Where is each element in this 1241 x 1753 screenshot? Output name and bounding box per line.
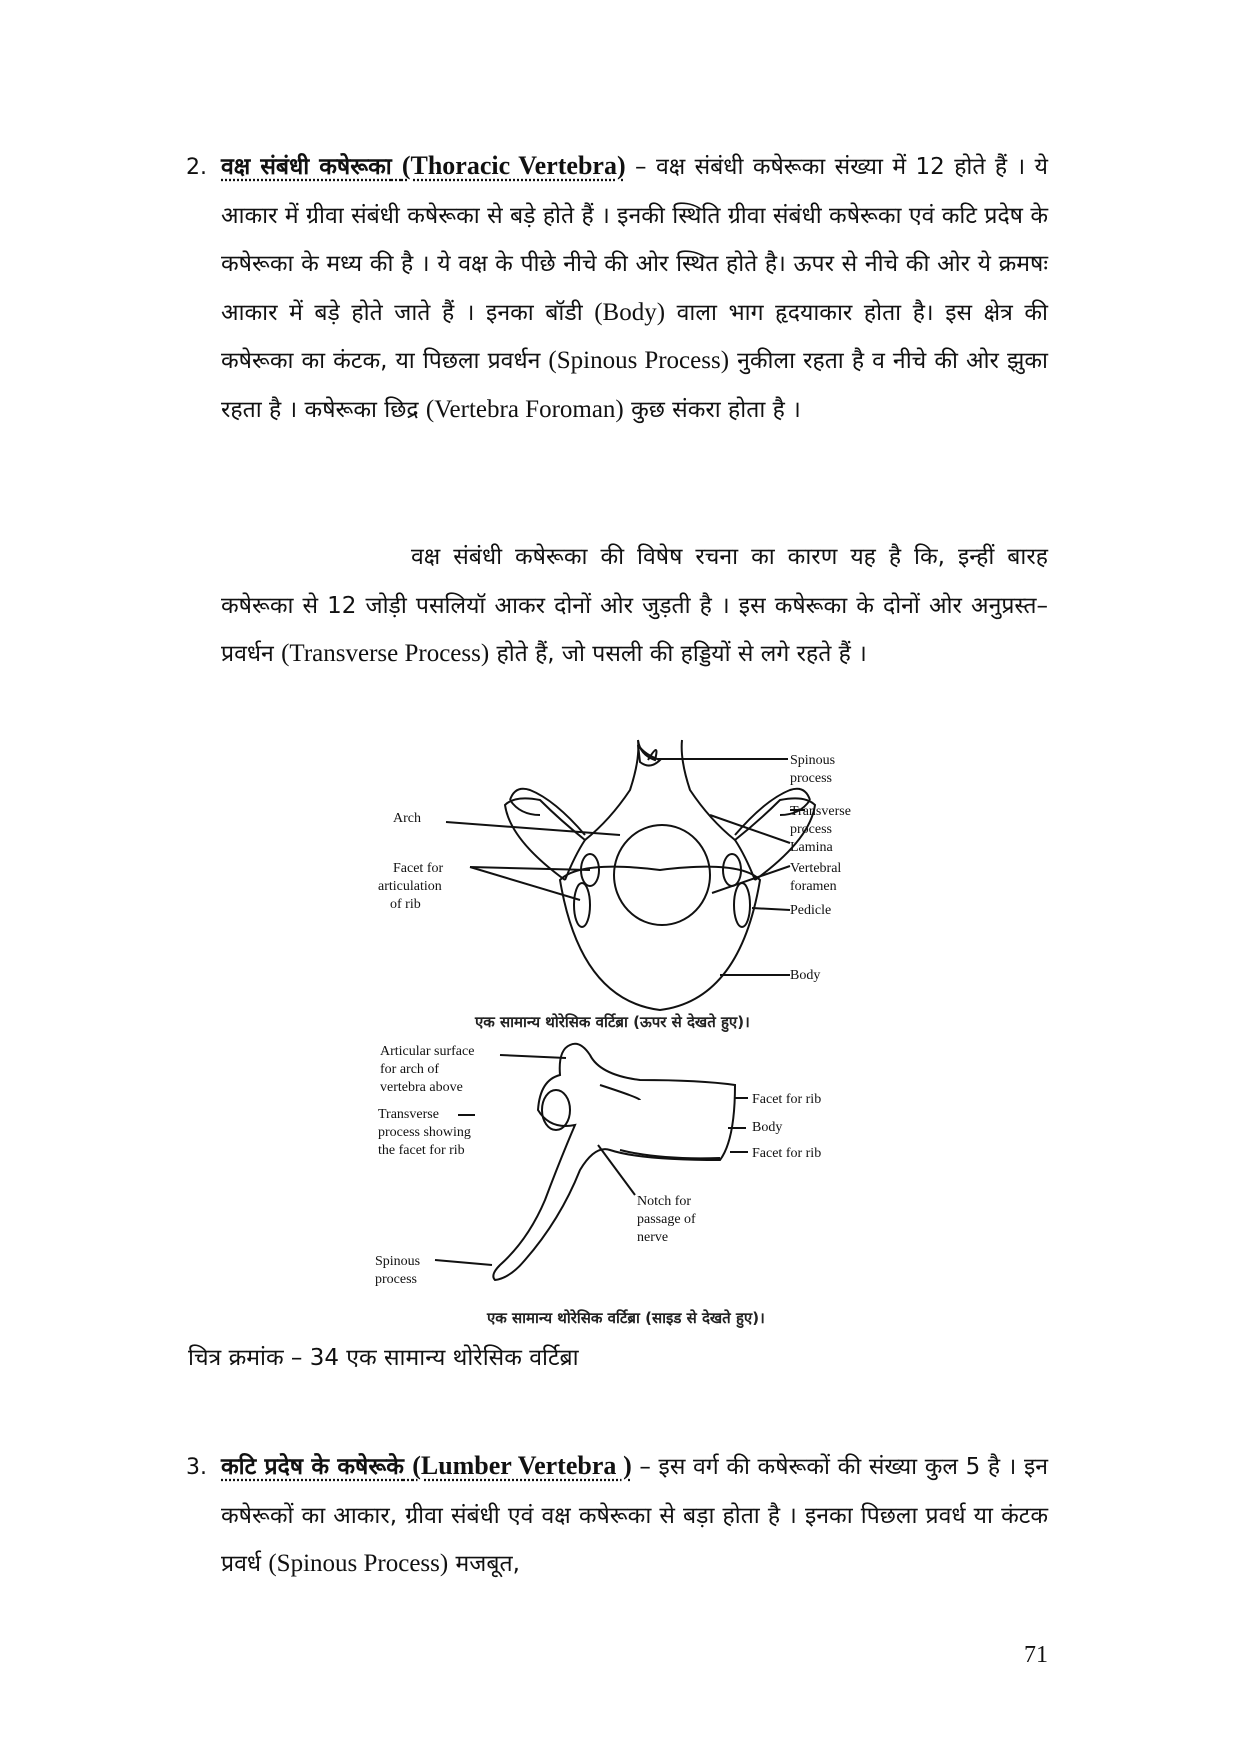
section-2-text-f: (Vertebra Foroman) [425, 395, 624, 423]
label-vertebral-2: foramen [790, 879, 837, 894]
section-2-dash: – [625, 154, 656, 180]
section-2-text-d: (Spinous Process) [548, 347, 730, 374]
label-facet-rib-2: Facet for rib [752, 1146, 822, 1161]
section-2-text-c: वाला भाग हृदयाकार होता है। इस क्षेत्र की कषेरूका का कंटक, या पिछला प्रवर्धन [221, 299, 1048, 374]
section-3-number: 3. [186, 1455, 207, 1480]
label-spinous-2: process [790, 771, 832, 786]
label-articular-3: vertebra above [380, 1080, 463, 1095]
label-vertebral-1: Vertebral [790, 861, 842, 876]
label-articular-2: for arch of [380, 1062, 440, 1077]
section-2-number: 2. [186, 155, 207, 180]
label-facet-2: articulation [378, 879, 442, 894]
section-3-paragraph [221, 1442, 1048, 1589]
label-facet-1: Facet for [393, 861, 444, 876]
figure-caption: चित्र क्रमांक – 34 एक सामान्य थोरेसिक वर्टिब्रा [188, 1345, 579, 1371]
label-pedicle: Pedicle [790, 903, 832, 918]
label-lamina: Lamina [790, 840, 833, 855]
label-facet-rib-1: Facet for rib [752, 1092, 822, 1107]
label-arch: Arch [393, 811, 421, 826]
section-3-heading-en: (Lumber Vertebra ) [412, 1451, 632, 1480]
section-3-heading [221, 1451, 632, 1480]
label-body: Body [790, 968, 821, 983]
label-notch-1: Notch for [637, 1194, 692, 1209]
top-view-caption: एक सामान्य थोरेसिक वर्टिब्रा (ऊपर से देखते हुए)। [475, 1013, 750, 1031]
page-number: 71 [1024, 1642, 1048, 1668]
label-side-body: Body [752, 1120, 783, 1135]
section-3-text-b: (Spinous Process) [268, 1550, 449, 1577]
label-side-spinous-1: Spinous [375, 1254, 421, 1269]
label-articular-1: Articular surface [380, 1044, 475, 1059]
label-side-transverse-2: process showing [378, 1125, 471, 1140]
label-notch-3: nerve [637, 1230, 669, 1245]
label-notch-2: passage of [637, 1212, 696, 1227]
label-side-spinous-2: process [375, 1272, 417, 1287]
label-side-transverse-1: Transverse [378, 1107, 439, 1122]
section-2-heading-hi: वक्ष संबंधी कषेरूका [221, 154, 392, 180]
section-2-heading-en: (Thoracic Vertebra) [401, 151, 626, 180]
section-3-heading-hi: कटि प्रदेष के कषेरूके [221, 1454, 404, 1480]
section-2-p2-b: (Transverse Process) [281, 640, 490, 667]
section-2-p2-c: होते हैं, जो पसली की हड्डियों से लगे रहते हैं । [489, 641, 867, 667]
section-2-text-g: कुछ संकरा होता है । [623, 396, 801, 423]
section-3-text-a: इस वर्ग की कषेरूकों की संख्या कुल 5 है । इन कषेरूकों का आकार, ग्रीवा संबंधी एवं वक्ष कषेरूका से बड़ा होता है । इनका पिछला प्रवर्ध या कंटक प्रवर्ध [221, 1454, 1049, 1577]
label-side-transverse-3: the facet for rib [378, 1143, 465, 1158]
section-2-text-e: नुकीला रहता है व नीचे की ओर झुका रहता है । कषेरूका छिद्र [221, 348, 1048, 423]
label-facet-3: of rib [390, 897, 421, 912]
section-2-p2-a: वक्ष संबंधी कषेरूका की विषेष रचना का कारण यह है कि, इन्हीं बारह कषेरूका से 12 जोड़ी पसलियॉ आकर दोनों ओर जुड़ती है । इस कषेरूका के दोनों ओर अनुप्रस्त–प्रवर्धन [221, 544, 1048, 667]
section-3-text-c: मजबूत, [448, 1551, 520, 1577]
section-2-text-a: वक्ष संबंधी कषेरूका संख्या में 12 होते हैं । ये आकार में ग्रीवा संबंधी कषेरूका से बड़े होते हैं । इनकी स्थिति ग्रीवा संबंधी कषेरूका एवं कटि प्रदेष के कषेरूका के मध्य की है । ये वक्ष के पीछे नीचे की ओर स्थित होते है। ऊपर से नीचे की ओर ये क्रमषः आकार में बड़े होते जाते हैं । इनका बॉडी [221, 154, 1049, 326]
section-3-dash: – [631, 1454, 659, 1480]
label-spinous-1: Spinous [790, 753, 836, 768]
label-transverse-1: Transverse [790, 804, 851, 819]
section-2-text-b: (Body) [594, 298, 666, 326]
side-view-caption: एक सामान्य थोरेसिक वर्टिब्रा (साइड से देखते हुए)। [487, 1309, 765, 1327]
label-transverse-2: process [790, 822, 832, 837]
